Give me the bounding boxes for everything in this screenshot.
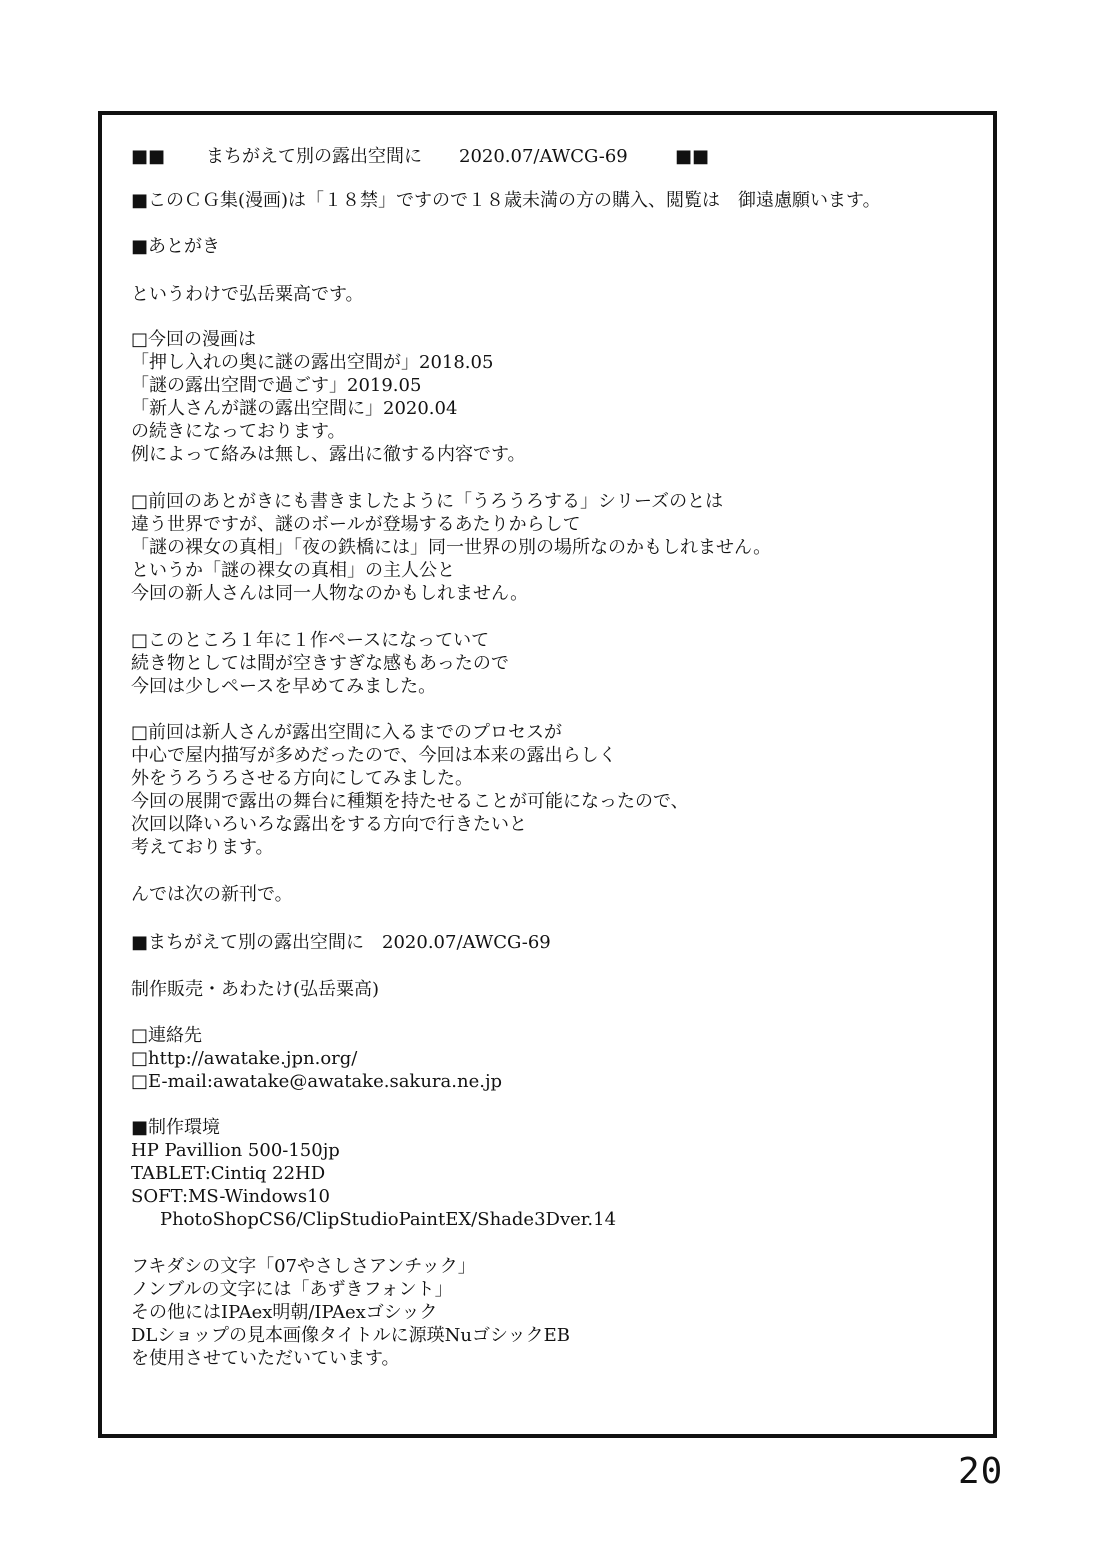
fonts-credit-line: DLショップの見本画像タイトルに源瑛NuゴシックEB xyxy=(131,1325,571,1346)
header-right-marks: ■■ xyxy=(675,146,710,167)
section2-line: 今回の新人さんは同一人物なのかもしれません。 xyxy=(131,583,529,604)
section4-line: □前回は新人さんが露出空間に入るまでのプロセスが xyxy=(131,722,563,743)
header-code: 2020.07/AWCG-69 xyxy=(459,146,628,167)
section4-line: 次回以降いろいろな露出をする方向で行きたいと xyxy=(131,814,527,835)
contact-email-link[interactable]: □E-mail:awatake@awatake.sakura.ne.jp xyxy=(131,1071,503,1092)
fonts-credit-line: を使用させていただいています。 xyxy=(131,1348,400,1369)
environment-line: PhotoShopCS6/ClipStudioPaintEX/Shade3Dver.14 xyxy=(160,1209,617,1230)
producer-line: 制作販売・あわたけ(弘岳粟高) xyxy=(131,979,380,1000)
environment-line: TABLET:Cintiq 22HD xyxy=(131,1163,326,1184)
section2-line: 違う世界ですが、謎のボールが登場するあたりからして xyxy=(131,514,581,535)
section1-line: 「謎の露出空間で過ごす」2019.05 xyxy=(131,375,422,396)
environment-line: SOFT:MS-Windows10 xyxy=(131,1186,330,1207)
section3-line: □このところ１年に１作ペースになっていて xyxy=(131,630,490,651)
age-notice: ■このＣＧ集(漫画)は「１８禁」ですので１８歳未満の方の購入、閲覧は 御遠慮願います。 xyxy=(131,190,881,211)
fonts-credit-line: フキダシの文字「07やさしさアンチック」 xyxy=(131,1256,476,1277)
afterword-heading: ■あとがき xyxy=(131,236,221,257)
section4-line: 考えております。 xyxy=(131,837,274,858)
section4-line: 外をうろうろさせる方向にしてみました。 xyxy=(131,768,473,789)
section4-line: 今回の展開で露出の舞台に種類を持たせることが可能になったので、 xyxy=(131,791,689,812)
closing-line: んでは次の新刊で。 xyxy=(131,884,293,905)
contact-website-link[interactable]: □http://awatake.jpn.org/ xyxy=(131,1048,358,1069)
page-number: 20 xyxy=(958,1451,1004,1492)
footer-title: ■まちがえて別の露出空間に 2020.07/AWCG-69 xyxy=(131,932,551,953)
header-title: まちがえて別の露出空間に xyxy=(206,146,422,167)
fonts-credit-line: その他にはIPAex明朝/IPAexゴシック xyxy=(131,1302,438,1323)
section2-line: 「謎の裸女の真相」「夜の鉄橋には」同一世界の別の場所なのかもしれません。 xyxy=(131,537,772,558)
environment-heading: ■制作環境 xyxy=(131,1117,221,1138)
section2-line: □前回のあとがきにも書きましたように「うろうろする」シリーズのとは xyxy=(131,491,724,512)
section4-line: 中心で屋内描写が多めだったので、今回は本来の露出らしく xyxy=(131,745,617,766)
section3-line: 今回は少しペースを早めてみました。 xyxy=(131,676,437,697)
header-left-marks: ■■ xyxy=(131,146,166,167)
environment-line: HP Pavillion 500-150jp xyxy=(131,1140,340,1161)
section3-line: 続き物としては間が空きすぎな感もあったので xyxy=(131,653,509,674)
section1-line: □今回の漫画は xyxy=(131,329,257,350)
section1-line: の続きになっております。 xyxy=(131,421,346,442)
contact-heading: □連絡先 xyxy=(131,1025,203,1046)
fonts-credit-line: ノンブルの文字には「あずきフォント」 xyxy=(131,1279,453,1300)
section1-line: 例によって絡みは無し、露出に徹する内容です。 xyxy=(131,444,526,465)
intro-line: というわけで弘岳粟高です。 xyxy=(131,284,364,305)
section2-line: というか「謎の裸女の真相」の主人公と xyxy=(131,560,455,581)
section1-line: 「新人さんが謎の露出空間に」2020.04 xyxy=(131,398,458,419)
section1-line: 「押し入れの奥に謎の露出空間が」2018.05 xyxy=(131,352,494,373)
